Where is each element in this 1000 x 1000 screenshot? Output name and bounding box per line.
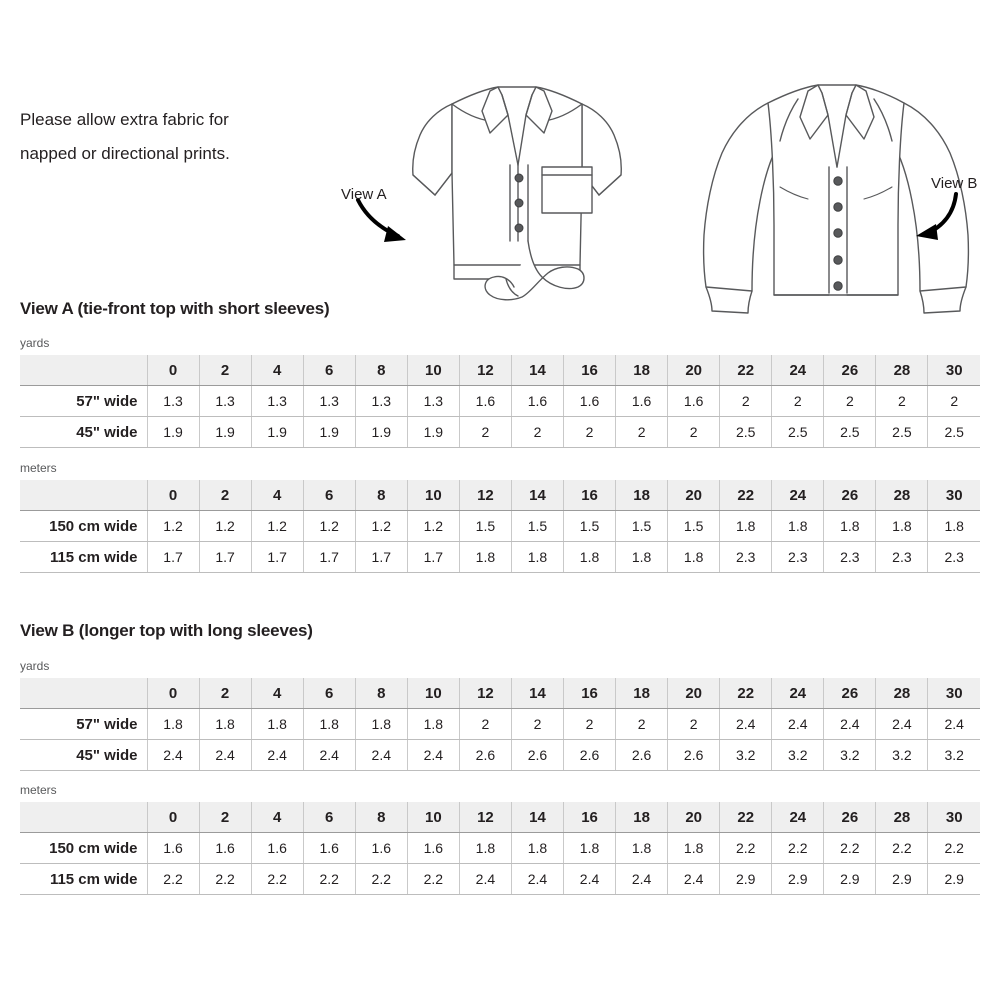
- size-header-0: 0: [147, 802, 199, 833]
- yardage-cell: 1.6: [355, 833, 407, 864]
- size-header-30: 30: [928, 678, 980, 709]
- yardage-cell: 1.6: [616, 386, 668, 417]
- yardage-cell: 2.3: [824, 542, 876, 573]
- size-header-24: 24: [772, 480, 824, 511]
- size-header-2: 2: [199, 678, 251, 709]
- yardage-cell: 3.2: [876, 740, 928, 771]
- yardage-cell: 2.2: [876, 833, 928, 864]
- fabric-width-label: 57" wide: [20, 386, 147, 417]
- yardage-cell: 1.9: [251, 417, 303, 448]
- yardage-cell: 2.6: [511, 740, 563, 771]
- table-corner-cell: [20, 480, 147, 511]
- size-header-12: 12: [459, 678, 511, 709]
- size-header-22: 22: [720, 802, 772, 833]
- yardage-cell: 2.3: [876, 542, 928, 573]
- yardage-cell: 2: [772, 386, 824, 417]
- size-header-26: 26: [824, 355, 876, 386]
- yardage-cell: 1.5: [459, 511, 511, 542]
- yardage-cell: 1.8: [459, 542, 511, 573]
- view-a-arrow-icon: [350, 196, 420, 251]
- table-header-row: [20, 802, 980, 833]
- size-header-14: 14: [511, 355, 563, 386]
- yardage-cell: 2: [824, 386, 876, 417]
- yardage-cell: 1.7: [407, 542, 459, 573]
- yardage-cell: 2.2: [407, 864, 459, 895]
- yardage-cell: 1.2: [407, 511, 459, 542]
- yardage-cell: 2.5: [928, 417, 980, 448]
- yardage-cell: 1.7: [303, 542, 355, 573]
- size-header-20: 20: [668, 678, 720, 709]
- yardage-cell: 1.6: [147, 833, 199, 864]
- table-corner-cell: [20, 678, 147, 709]
- yardage-cell: 2: [511, 709, 563, 740]
- size-header-8: 8: [355, 802, 407, 833]
- size-header-6: 6: [303, 355, 355, 386]
- yardage-cell: 1.8: [772, 511, 824, 542]
- view-b-callout-label: View B: [931, 175, 978, 192]
- yardage-cell: 1.8: [511, 833, 563, 864]
- yardage-cell: 3.2: [772, 740, 824, 771]
- fabric-table-view-a-meters: [20, 480, 980, 573]
- size-header-12: 12: [459, 480, 511, 511]
- size-header-30: 30: [928, 802, 980, 833]
- yardage-cell: 2.4: [876, 709, 928, 740]
- yardage-cell: 1.6: [511, 386, 563, 417]
- size-header-30: 30: [928, 355, 980, 386]
- size-header-0: 0: [147, 355, 199, 386]
- yardage-cell: 1.3: [147, 386, 199, 417]
- size-header-14: 14: [511, 678, 563, 709]
- size-header-24: 24: [772, 355, 824, 386]
- fabric-table-view-a-yards: [20, 355, 980, 448]
- yardage-cell: 2.4: [564, 864, 616, 895]
- size-header-8: 8: [355, 678, 407, 709]
- yardage-cell: 2.4: [251, 740, 303, 771]
- fabric-table-view-b-meters: [20, 802, 980, 895]
- yardage-cell: 1.8: [616, 542, 668, 573]
- yardage-cell: 2.9: [720, 864, 772, 895]
- yardage-cell: 1.3: [199, 386, 251, 417]
- size-header-22: 22: [720, 678, 772, 709]
- unit-label-view-a-yards: yards: [20, 336, 50, 350]
- unit-label-view-b-yards: yards: [20, 659, 50, 673]
- unit-label-view-a-meters: meters: [20, 461, 57, 475]
- size-header-10: 10: [407, 678, 459, 709]
- size-header-28: 28: [876, 802, 928, 833]
- size-header-24: 24: [772, 802, 824, 833]
- size-header-26: 26: [824, 480, 876, 511]
- table-row: [20, 417, 980, 448]
- fabric-table-view-b-yards: [20, 678, 980, 771]
- size-header-14: 14: [511, 802, 563, 833]
- yardage-cell: 1.8: [824, 511, 876, 542]
- size-header-24: 24: [772, 678, 824, 709]
- yardage-cell: 2.3: [720, 542, 772, 573]
- size-header-22: 22: [720, 480, 772, 511]
- table-corner-cell: [20, 802, 147, 833]
- fabric-width-label: 45" wide: [20, 740, 147, 771]
- size-header-12: 12: [459, 802, 511, 833]
- fabric-note: [20, 103, 320, 171]
- size-header-2: 2: [199, 802, 251, 833]
- yardage-cell: 1.3: [355, 386, 407, 417]
- yardage-cell: 1.9: [199, 417, 251, 448]
- yardage-cell: 2.4: [355, 740, 407, 771]
- yardage-cell: 2.4: [928, 709, 980, 740]
- yardage-cell: 2: [564, 709, 616, 740]
- section-title-view-b: View B (longer top with long sleeves): [20, 621, 313, 640]
- yardage-cell: 1.9: [355, 417, 407, 448]
- yardage-cell: 2.2: [303, 864, 355, 895]
- size-header-8: 8: [355, 355, 407, 386]
- size-header-14: 14: [511, 480, 563, 511]
- size-header-30: 30: [928, 480, 980, 511]
- size-header-4: 4: [251, 802, 303, 833]
- size-header-16: 16: [564, 678, 616, 709]
- yardage-cell: 2.2: [355, 864, 407, 895]
- table-row: [20, 709, 980, 740]
- table-header-row: [20, 480, 980, 511]
- size-header-20: 20: [668, 355, 720, 386]
- size-header-10: 10: [407, 355, 459, 386]
- fabric-width-label: 150 cm wide: [20, 511, 147, 542]
- size-header-2: 2: [199, 355, 251, 386]
- size-header-18: 18: [616, 678, 668, 709]
- view-a-callout-label: View A: [341, 186, 387, 203]
- table-row: [20, 864, 980, 895]
- yardage-cell: 2.2: [824, 833, 876, 864]
- yardage-cell: 1.8: [459, 833, 511, 864]
- yardage-cell: 2.6: [564, 740, 616, 771]
- yardage-cell: 2.4: [772, 709, 824, 740]
- yardage-cell: 1.8: [564, 833, 616, 864]
- size-header-20: 20: [668, 802, 720, 833]
- yardage-cell: 1.7: [199, 542, 251, 573]
- yardage-cell: 1.8: [511, 542, 563, 573]
- size-header-2: 2: [199, 480, 251, 511]
- yardage-cell: 1.7: [147, 542, 199, 573]
- yardage-cell: 2.5: [720, 417, 772, 448]
- yardage-cell: 1.8: [720, 511, 772, 542]
- yardage-cell: 2: [928, 386, 980, 417]
- yardage-cell: 1.8: [199, 709, 251, 740]
- size-header-4: 4: [251, 480, 303, 511]
- yardage-cell: 1.5: [511, 511, 563, 542]
- yardage-cell: 2: [459, 417, 511, 448]
- yardage-cell: 2: [668, 709, 720, 740]
- size-header-10: 10: [407, 480, 459, 511]
- yardage-cell: 1.5: [616, 511, 668, 542]
- size-header-16: 16: [564, 480, 616, 511]
- yardage-cell: 2.4: [511, 864, 563, 895]
- yardage-cell: 1.6: [668, 386, 720, 417]
- view-a-garment-drawing: [413, 87, 621, 300]
- size-header-18: 18: [616, 802, 668, 833]
- table-row: [20, 386, 980, 417]
- yardage-cell: 2.9: [772, 864, 824, 895]
- size-header-26: 26: [824, 802, 876, 833]
- yardage-cell: 2.6: [616, 740, 668, 771]
- yardage-cell: 3.2: [720, 740, 772, 771]
- yardage-cell: 2.6: [668, 740, 720, 771]
- yardage-cell: 2.4: [668, 864, 720, 895]
- view-b-arrow-icon: [900, 190, 970, 248]
- yardage-cell: 2: [459, 709, 511, 740]
- size-header-12: 12: [459, 355, 511, 386]
- size-header-18: 18: [616, 480, 668, 511]
- yardage-cell: 1.9: [303, 417, 355, 448]
- fabric-width-label: 57" wide: [20, 709, 147, 740]
- yardage-cell: 2: [876, 386, 928, 417]
- size-header-0: 0: [147, 678, 199, 709]
- size-header-4: 4: [251, 355, 303, 386]
- size-header-16: 16: [564, 355, 616, 386]
- yardage-cell: 1.3: [251, 386, 303, 417]
- fabric-width-label: 115 cm wide: [20, 864, 147, 895]
- yardage-cell: 2: [616, 709, 668, 740]
- yardage-cell: 2.4: [147, 740, 199, 771]
- size-header-8: 8: [355, 480, 407, 511]
- yardage-cell: 1.3: [303, 386, 355, 417]
- yardage-cell: 1.5: [564, 511, 616, 542]
- yardage-cell: 1.8: [564, 542, 616, 573]
- table-row: [20, 740, 980, 771]
- yardage-cell: 2.9: [824, 864, 876, 895]
- yardage-cell: 2: [511, 417, 563, 448]
- yardage-cell: 2.2: [772, 833, 824, 864]
- yardage-cell: 1.8: [407, 709, 459, 740]
- yardage-cell: 1.8: [668, 542, 720, 573]
- yardage-cell: 1.7: [355, 542, 407, 573]
- yardage-cell: 2.4: [407, 740, 459, 771]
- yardage-cell: 1.5: [668, 511, 720, 542]
- yardage-cell: 2.4: [616, 864, 668, 895]
- yardage-cell: 1.8: [147, 709, 199, 740]
- yardage-cell: 2.4: [459, 864, 511, 895]
- yardage-cell: 2.2: [720, 833, 772, 864]
- yardage-cell: 1.6: [199, 833, 251, 864]
- yardage-cell: 1.2: [199, 511, 251, 542]
- yardage-cell: 1.6: [303, 833, 355, 864]
- size-header-22: 22: [720, 355, 772, 386]
- yardage-cell: 2.2: [147, 864, 199, 895]
- yardage-cell: 1.8: [251, 709, 303, 740]
- yardage-cell: 2.4: [199, 740, 251, 771]
- yardage-cell: 2.4: [303, 740, 355, 771]
- size-header-6: 6: [303, 480, 355, 511]
- yardage-cell: 1.6: [459, 386, 511, 417]
- fabric-width-label: 45" wide: [20, 417, 147, 448]
- yardage-cell: 2.5: [824, 417, 876, 448]
- size-header-6: 6: [303, 802, 355, 833]
- unit-label-view-b-meters: meters: [20, 783, 57, 797]
- yardage-cell: 1.8: [876, 511, 928, 542]
- yardage-cell: 2: [616, 417, 668, 448]
- table-header-row: [20, 355, 980, 386]
- size-header-18: 18: [616, 355, 668, 386]
- yardage-cell: 1.8: [928, 511, 980, 542]
- yardage-cell: 2.9: [876, 864, 928, 895]
- yardage-cell: 1.8: [355, 709, 407, 740]
- yardage-cell: 2: [668, 417, 720, 448]
- table-row: [20, 511, 980, 542]
- table-row: [20, 833, 980, 864]
- yardage-cell: 2.2: [199, 864, 251, 895]
- yardage-cell: 1.2: [303, 511, 355, 542]
- yardage-cell: 1.9: [147, 417, 199, 448]
- size-header-28: 28: [876, 480, 928, 511]
- yardage-cell: 1.8: [303, 709, 355, 740]
- fabric-note-line-2: napped or directional prints.: [20, 144, 230, 163]
- size-header-0: 0: [147, 480, 199, 511]
- yardage-cell: 1.8: [668, 833, 720, 864]
- yardage-cell: 3.2: [824, 740, 876, 771]
- yardage-cell: 1.2: [251, 511, 303, 542]
- yardage-cell: 2.2: [928, 833, 980, 864]
- yardage-cell: 1.3: [407, 386, 459, 417]
- yardage-cell: 2.3: [928, 542, 980, 573]
- yardage-cell: 2.4: [824, 709, 876, 740]
- table-corner-cell: [20, 355, 147, 386]
- yardage-cell: 2.4: [720, 709, 772, 740]
- yardage-cell: 2.9: [928, 864, 980, 895]
- size-header-20: 20: [668, 480, 720, 511]
- yardage-cell: 2.5: [876, 417, 928, 448]
- fabric-note-line-1: Please allow extra fabric for: [20, 110, 229, 129]
- yardage-cell: 1.8: [616, 833, 668, 864]
- size-header-16: 16: [564, 802, 616, 833]
- yardage-cell: 3.2: [928, 740, 980, 771]
- size-header-6: 6: [303, 678, 355, 709]
- yardage-cell: 2.5: [772, 417, 824, 448]
- yardage-cell: 1.9: [407, 417, 459, 448]
- table-row: [20, 542, 980, 573]
- yardage-cell: 2.3: [772, 542, 824, 573]
- yardage-cell: 1.6: [564, 386, 616, 417]
- fabric-width-label: 115 cm wide: [20, 542, 147, 573]
- yardage-cell: 1.2: [147, 511, 199, 542]
- size-header-28: 28: [876, 355, 928, 386]
- fabric-width-label: 150 cm wide: [20, 833, 147, 864]
- size-header-10: 10: [407, 802, 459, 833]
- size-header-4: 4: [251, 678, 303, 709]
- yardage-cell: 2.6: [459, 740, 511, 771]
- table-header-row: [20, 678, 980, 709]
- yardage-cell: 1.6: [407, 833, 459, 864]
- section-title-view-a: View A (tie-front top with short sleeves): [20, 299, 330, 318]
- yardage-cell: 2: [564, 417, 616, 448]
- yardage-cell: 1.7: [251, 542, 303, 573]
- size-header-28: 28: [876, 678, 928, 709]
- yardage-cell: 2.2: [251, 864, 303, 895]
- yardage-cell: 2: [720, 386, 772, 417]
- yardage-cell: 1.2: [355, 511, 407, 542]
- size-header-26: 26: [824, 678, 876, 709]
- yardage-cell: 1.6: [251, 833, 303, 864]
